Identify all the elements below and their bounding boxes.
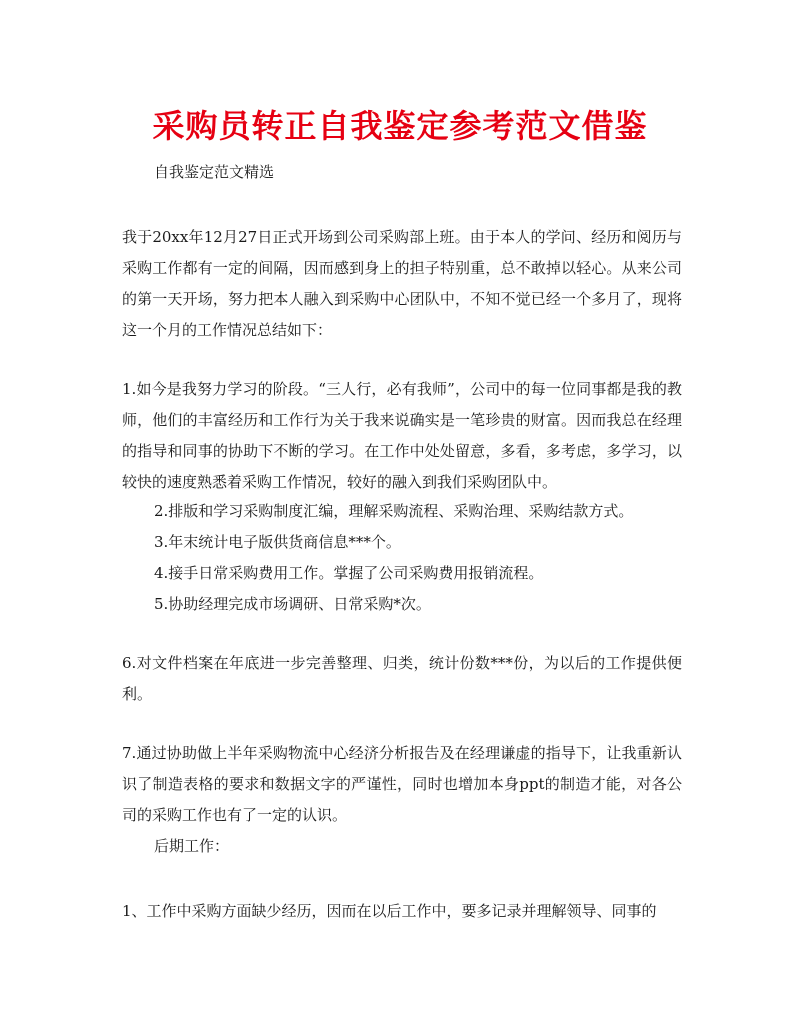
item-1-paragraph: 1.如今是我努力学习的阶段。“三人行，必有我师”，公司中的每一位同事都是我的教师，他们的丰富经历和工作行为关于我来说确实是一笔珍贵的财富。因而我总在经理的指导和同事的协助下不断的学习。在工作中处处留意，多看，多考虑，多学习，以较快的速度熟悉着采购工作情况，较好的融入到我们采购团队中。 [122,380,682,491]
item-6-paragraph: 6.对文件档案在年底进一步完善整理、归类，统计份数***份，为以后的工作提供便利。 [122,654,682,703]
item-5-line: 5.协助经理完成市场调研、日常采购*次。 [154,595,431,613]
item-2-line: 2.排版和学习采购制度汇编，理解采购流程、采购治理、采购结款方式。 [154,502,634,520]
item-7-paragraph: 7.通过协助做上半年采购物流中心经济分析报告及在经理谦虚的指导下，让我重新认识了制造表格的要求和数据文字的严谨性，同时也增加本身ppt的制造才能，对各公司的采购工作也有了一定的认识。 [122,744,682,824]
item-4-line: 4.接手日常采购费用工作。掌握了公司采购费用报销流程。 [154,564,544,582]
intro-paragraph: 我于20xx年12月27日正式开场到公司采购部上班。由于本人的学问、经历和阅历与采购工作都有一定的间隔，因而感到身上的担子特别重，总不敢掉以轻心。从来公司的第一天开场，努力把本人融入到采购中心团队中，不知不觉已经一个多月了，现将这一个月的工作情况总结如下： [122,228,682,339]
subtitle: 自我鉴定范文精选 [154,163,275,181]
item-3-line: 3.年末统计电子版供货商信息***个。 [154,533,401,551]
later-work-heading: 后期工作： [154,837,230,855]
later-work-item-1: 1、工作中采购方面缺少经历，因而在以后工作中，要多记录并理解领导、同事的 [122,902,657,920]
document-title: 采购员转正自我鉴定参考范文借鉴 [152,107,648,145]
